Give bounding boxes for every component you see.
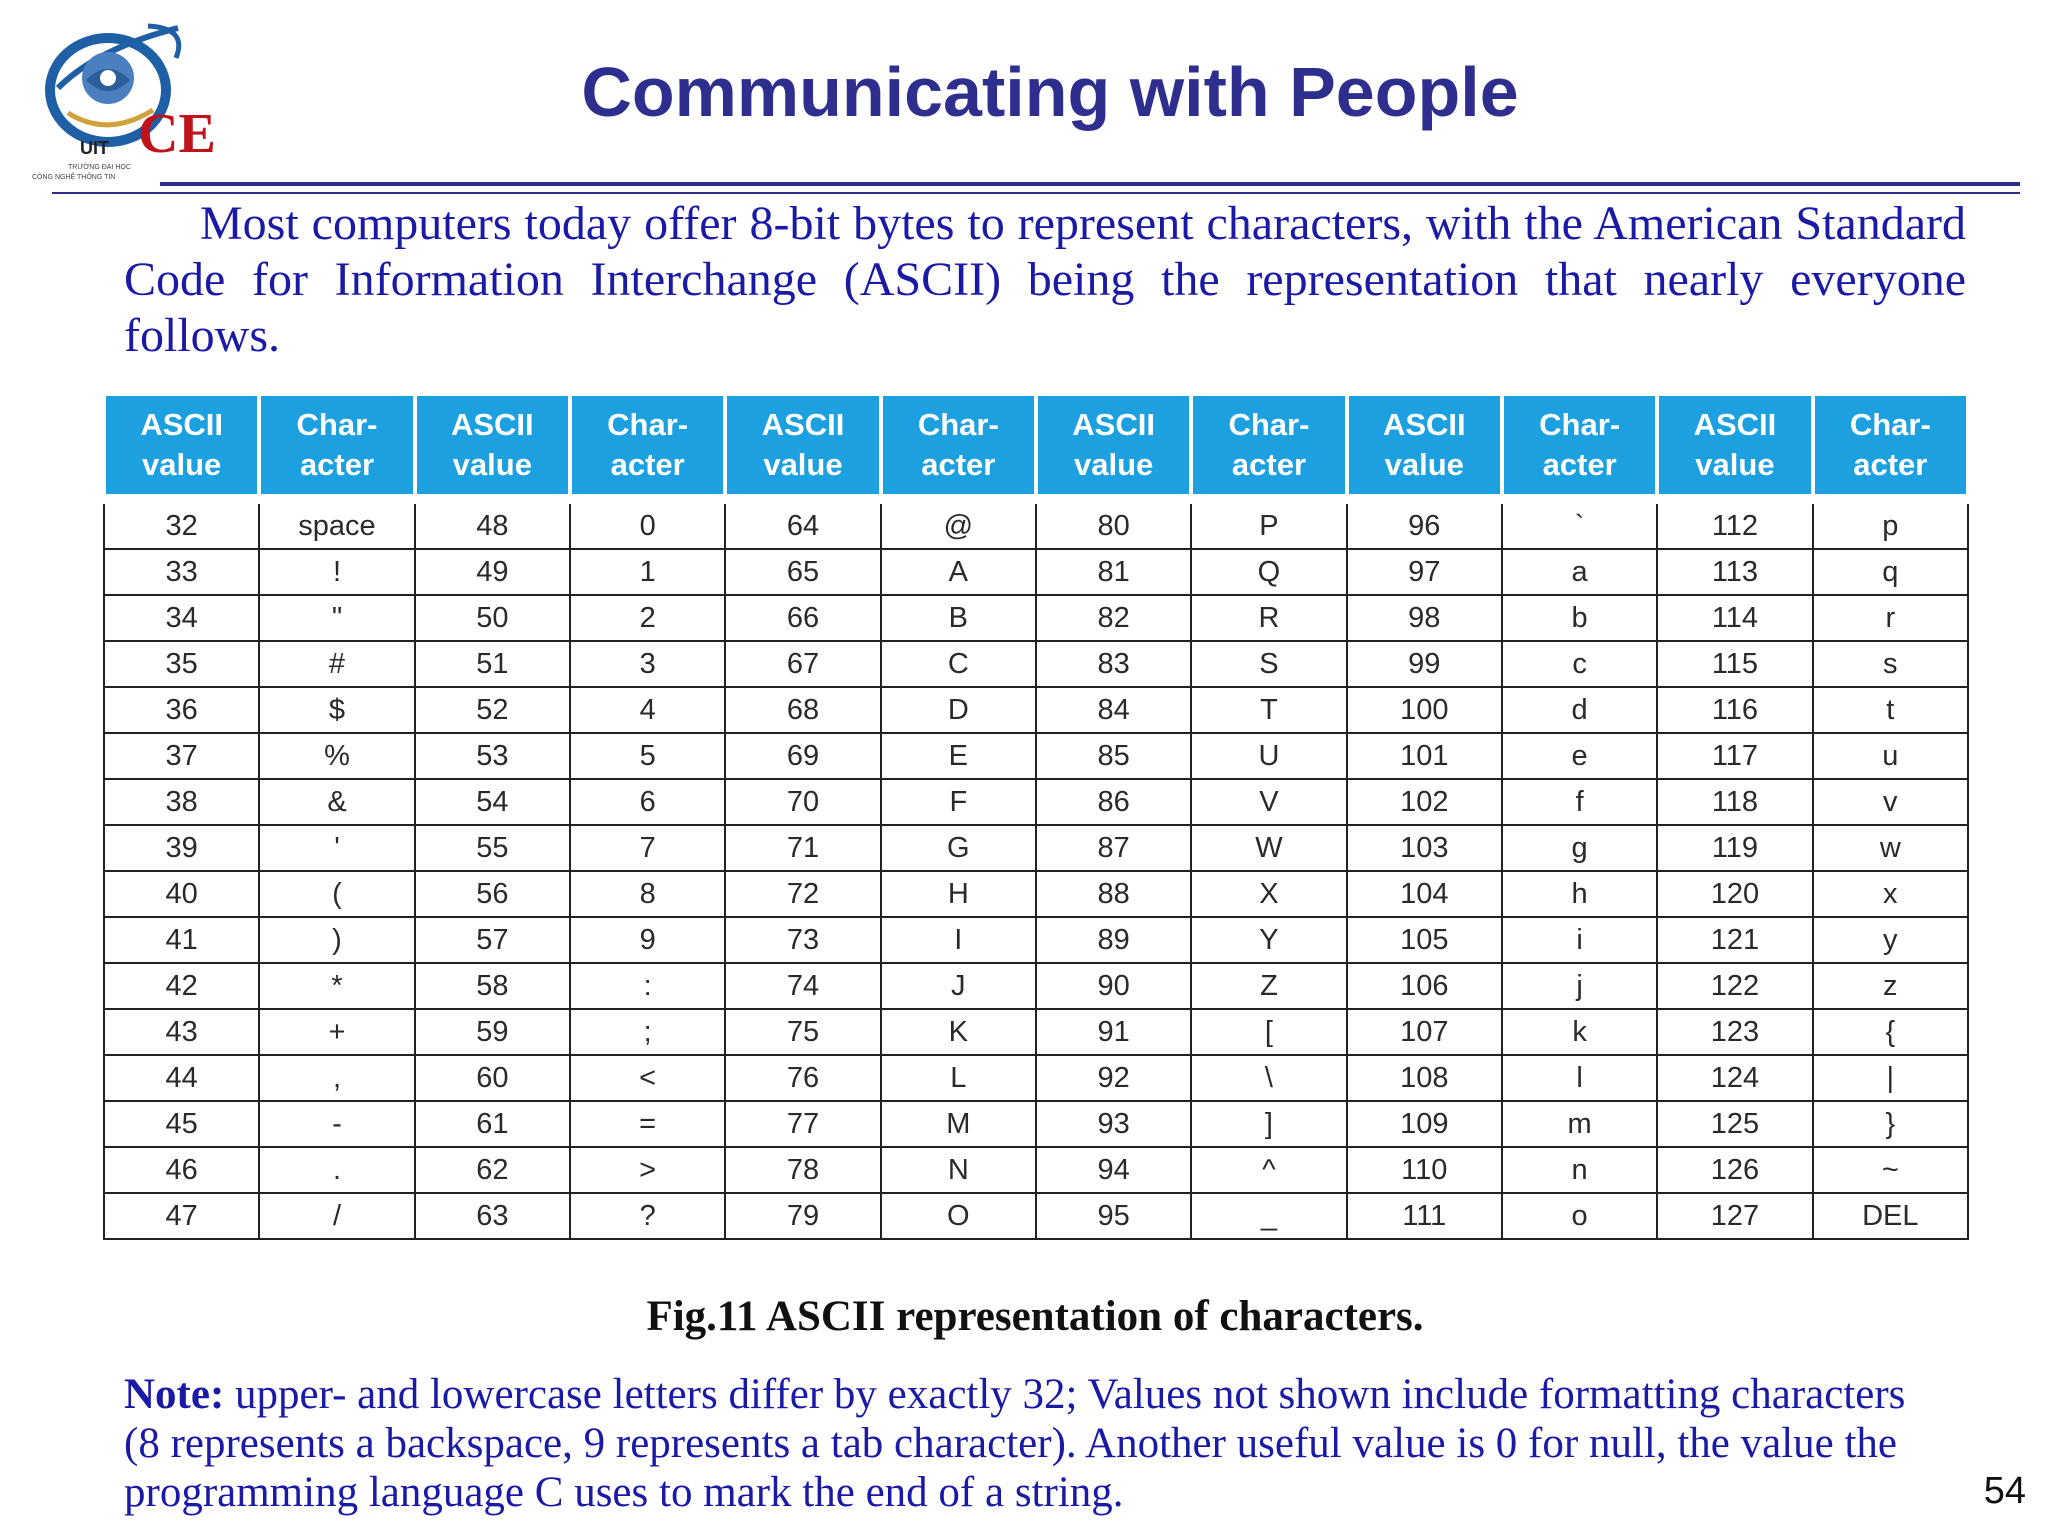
table-row <box>104 1193 1968 1239</box>
character-cell: 6 <box>570 779 725 825</box>
character-cell: a <box>1502 549 1657 595</box>
character-cell: m <box>1502 1101 1657 1147</box>
table-header-line: Char- <box>1849 407 1931 442</box>
ascii-table <box>102 396 1970 1240</box>
ascii-value-cell: 123 <box>1657 1009 1812 1055</box>
table-row <box>104 825 1968 871</box>
character-cell: R <box>1191 595 1346 641</box>
character-cell: 7 <box>570 825 725 871</box>
ascii-value-cell: 127 <box>1657 1193 1812 1239</box>
table-header-line: value <box>1384 447 1464 482</box>
character-cell: n <box>1502 1147 1657 1193</box>
ascii-value-cell: 42 <box>104 963 259 1009</box>
title-divider-thick <box>160 182 2020 186</box>
character-cell: M <box>881 1101 1036 1147</box>
note-text: upper- and lowercase letters differ by exactly 32; Values not shown include formatting characters (8 represents a backspace, 9 represents a tab character). Another useful value is 0 for null, the value the programming language C uses to mark the end of a string. <box>124 1371 1906 1516</box>
table-row <box>104 1055 1968 1101</box>
table-header-line: value <box>763 447 843 482</box>
ascii-value-cell: 79 <box>725 1193 880 1239</box>
table-header-line: Char- <box>917 407 999 442</box>
character-cell: K <box>881 1009 1036 1055</box>
table-header-line: value <box>452 447 532 482</box>
character-cell: g <box>1502 825 1657 871</box>
ascii-value-cell: 109 <box>1347 1101 1502 1147</box>
character-cell: q <box>1813 549 1968 595</box>
character-cell: y <box>1813 917 1968 963</box>
slide-title: Communicating with People <box>581 53 1519 131</box>
character-cell: J <box>881 963 1036 1009</box>
table-header-cell <box>570 396 725 499</box>
ascii-value-cell: 81 <box>1036 549 1191 595</box>
character-cell: T <box>1191 687 1346 733</box>
ascii-value-cell: 84 <box>1036 687 1191 733</box>
character-cell: / <box>259 1193 414 1239</box>
ascii-value-cell: 71 <box>725 825 880 871</box>
table-row <box>104 917 1968 963</box>
table-row <box>104 1147 1968 1193</box>
ascii-value-cell: 99 <box>1347 641 1502 687</box>
character-cell: A <box>881 549 1036 595</box>
ascii-value-cell: 54 <box>415 779 570 825</box>
character-cell: B <box>881 595 1036 641</box>
ascii-value-cell: 62 <box>415 1147 570 1193</box>
character-cell: ] <box>1191 1101 1346 1147</box>
ascii-table-body <box>104 499 1968 1239</box>
character-cell: h <box>1502 871 1657 917</box>
ascii-value-cell: 110 <box>1347 1147 1502 1193</box>
ascii-value-cell: 56 <box>415 871 570 917</box>
character-cell: t <box>1813 687 1968 733</box>
ascii-value-cell: 68 <box>725 687 880 733</box>
ascii-value-cell: 58 <box>415 963 570 1009</box>
character-cell: @ <box>881 499 1036 549</box>
ascii-value-cell: 41 <box>104 917 259 963</box>
ascii-value-cell: 117 <box>1657 733 1812 779</box>
ascii-value-cell: 116 <box>1657 687 1812 733</box>
ascii-value-cell: 73 <box>725 917 880 963</box>
character-cell: : <box>570 963 725 1009</box>
character-cell: W <box>1191 825 1346 871</box>
ascii-value-cell: 124 <box>1657 1055 1812 1101</box>
ascii-value-cell: 60 <box>415 1055 570 1101</box>
ascii-value-cell: 96 <box>1347 499 1502 549</box>
ascii-value-cell: 61 <box>415 1101 570 1147</box>
character-cell: d <box>1502 687 1657 733</box>
ascii-value-cell: 76 <box>725 1055 880 1101</box>
title-divider-thin <box>52 192 2020 194</box>
character-cell: 9 <box>570 917 725 963</box>
ascii-value-cell: 50 <box>415 595 570 641</box>
table-row <box>104 871 1968 917</box>
ascii-value-cell: 113 <box>1657 549 1812 595</box>
ascii-value-cell: 51 <box>415 641 570 687</box>
logo-uit-text: UIT <box>80 138 109 158</box>
character-cell: > <box>570 1147 725 1193</box>
character-cell: X <box>1191 871 1346 917</box>
ascii-value-cell: 97 <box>1347 549 1502 595</box>
ascii-value-cell: 33 <box>104 549 259 595</box>
ascii-value-cell: 125 <box>1657 1101 1812 1147</box>
ascii-value-cell: 88 <box>1036 871 1191 917</box>
table-header-cell <box>259 396 414 499</box>
table-header-cell <box>1813 396 1968 499</box>
ascii-value-cell: 80 <box>1036 499 1191 549</box>
character-cell: space <box>259 499 414 549</box>
character-cell: , <box>259 1055 414 1101</box>
character-cell: N <box>881 1147 1036 1193</box>
character-cell: ^ <box>1191 1147 1346 1193</box>
table-header-line: Char- <box>1228 407 1310 442</box>
ascii-value-cell: 46 <box>104 1147 259 1193</box>
character-cell: # <box>259 641 414 687</box>
table-header-line: Char- <box>607 407 689 442</box>
character-cell: j <box>1502 963 1657 1009</box>
note-label: Note: <box>124 1371 225 1418</box>
ascii-value-cell: 98 <box>1347 595 1502 641</box>
character-cell: o <box>1502 1193 1657 1239</box>
ascii-value-cell: 119 <box>1657 825 1812 871</box>
table-header-line: value <box>1073 447 1154 482</box>
character-cell: 8 <box>570 871 725 917</box>
ascii-value-cell: 91 <box>1036 1009 1191 1055</box>
character-cell: x <box>1813 871 1968 917</box>
character-cell: ! <box>259 549 414 595</box>
table-header-cell <box>104 396 259 499</box>
ascii-value-cell: 36 <box>104 687 259 733</box>
character-cell: l <box>1502 1055 1657 1101</box>
ascii-value-cell: 100 <box>1347 687 1502 733</box>
ascii-value-cell: 67 <box>725 641 880 687</box>
character-cell: & <box>259 779 414 825</box>
character-cell: O <box>881 1193 1036 1239</box>
logo-subtitle-line2: CÔNG NGHỆ THÔNG TIN <box>32 174 116 181</box>
character-cell: e <box>1502 733 1657 779</box>
character-cell: E <box>881 733 1036 779</box>
ascii-value-cell: 120 <box>1657 871 1812 917</box>
character-cell: 1 <box>570 549 725 595</box>
character-cell: V <box>1191 779 1346 825</box>
character-cell: % <box>259 733 414 779</box>
ascii-value-cell: 101 <box>1347 733 1502 779</box>
character-cell: G <box>881 825 1036 871</box>
ascii-value-cell: 49 <box>415 549 570 595</box>
table-header-line: acter <box>610 447 685 482</box>
ascii-value-cell: 115 <box>1657 641 1812 687</box>
table-header-cell <box>415 396 570 499</box>
character-cell: P <box>1191 499 1346 549</box>
intro-paragraph: Most computers today offer 8-bit bytes to represent characters, with the American Standard Code for Information Interchange (ASCII) being the representation that nearly everyone follows. <box>124 197 1966 362</box>
ascii-value-cell: 45 <box>104 1101 259 1147</box>
character-cell: + <box>259 1009 414 1055</box>
character-cell: ( <box>259 871 414 917</box>
character-cell: Q <box>1191 549 1346 595</box>
ascii-value-cell: 63 <box>415 1193 570 1239</box>
ascii-value-cell: 112 <box>1657 499 1812 549</box>
logo-subtitle-line1: TRƯỜNG ĐẠI HỌC <box>68 164 131 171</box>
ascii-value-cell: 90 <box>1036 963 1191 1009</box>
character-cell: p <box>1813 499 1968 549</box>
character-cell: } <box>1813 1101 1968 1147</box>
table-header-cell <box>1036 396 1191 499</box>
ascii-value-cell: 52 <box>415 687 570 733</box>
table-header-cell <box>1502 396 1657 499</box>
table-row <box>104 499 1968 549</box>
character-cell: Y <box>1191 917 1346 963</box>
table-header-line: Char- <box>1539 407 1621 442</box>
table-row <box>104 549 1968 595</box>
logo-ce-text: CE <box>138 103 216 165</box>
ascii-value-cell: 35 <box>104 641 259 687</box>
character-cell: L <box>881 1055 1036 1101</box>
character-cell: = <box>570 1101 725 1147</box>
ascii-value-cell: 105 <box>1347 917 1502 963</box>
table-header-line: ASCII <box>140 407 223 442</box>
table-row <box>104 687 1968 733</box>
ascii-value-cell: 94 <box>1036 1147 1191 1193</box>
character-cell: 3 <box>570 641 725 687</box>
table-row <box>104 733 1968 779</box>
character-cell: $ <box>259 687 414 733</box>
ascii-value-cell: 70 <box>725 779 880 825</box>
character-cell: ~ <box>1813 1147 1968 1193</box>
character-cell: ` <box>1502 499 1657 549</box>
ascii-value-cell: 64 <box>725 499 880 549</box>
character-cell: D <box>881 687 1036 733</box>
character-cell: b <box>1502 595 1657 641</box>
character-cell: w <box>1813 825 1968 871</box>
character-cell: \ <box>1191 1055 1346 1101</box>
table-header-cell <box>1347 396 1502 499</box>
ascii-value-cell: 39 <box>104 825 259 871</box>
table-header-cell <box>1657 396 1812 499</box>
character-cell: * <box>259 963 414 1009</box>
ascii-value-cell: 82 <box>1036 595 1191 641</box>
ascii-value-cell: 43 <box>104 1009 259 1055</box>
ascii-value-cell: 92 <box>1036 1055 1191 1101</box>
ascii-value-cell: 59 <box>415 1009 570 1055</box>
character-cell: 4 <box>570 687 725 733</box>
character-cell: DEL <box>1813 1193 1968 1239</box>
table-row <box>104 641 1968 687</box>
ascii-value-cell: 44 <box>104 1055 259 1101</box>
ascii-value-cell: 74 <box>725 963 880 1009</box>
figure-caption: Fig.11 ASCII representation of characters. <box>646 1293 1424 1340</box>
ascii-value-cell: 104 <box>1347 871 1502 917</box>
character-cell: U <box>1191 733 1346 779</box>
ascii-value-cell: 86 <box>1036 779 1191 825</box>
character-cell: ' <box>259 825 414 871</box>
table-header-cell <box>881 396 1036 499</box>
note-paragraph <box>124 1370 1924 1517</box>
ascii-value-cell: 72 <box>725 871 880 917</box>
table-header-line: acter <box>1853 447 1928 482</box>
ascii-value-cell: 122 <box>1657 963 1812 1009</box>
character-cell: 0 <box>570 499 725 549</box>
ascii-table-header-row <box>104 396 1968 499</box>
ascii-value-cell: 47 <box>104 1193 259 1239</box>
character-cell: F <box>881 779 1036 825</box>
table-header-line: value <box>1695 447 1775 482</box>
character-cell: [ <box>1191 1009 1346 1055</box>
character-cell: H <box>881 871 1036 917</box>
ascii-value-cell: 55 <box>415 825 570 871</box>
ascii-value-cell: 34 <box>104 595 259 641</box>
table-row <box>104 1101 1968 1147</box>
character-cell: Z <box>1191 963 1346 1009</box>
page-number: 54 <box>1983 1470 2026 1512</box>
ascii-value-cell: 87 <box>1036 825 1191 871</box>
ascii-value-cell: 85 <box>1036 733 1191 779</box>
ascii-value-cell: 78 <box>725 1147 880 1193</box>
character-cell: s <box>1813 641 1968 687</box>
table-header-line: ASCII <box>450 407 534 442</box>
ascii-value-cell: 114 <box>1657 595 1812 641</box>
character-cell: - <box>259 1101 414 1147</box>
table-header-line: ASCII <box>1693 407 1777 442</box>
character-cell: I <box>881 917 1036 963</box>
ascii-value-cell: 108 <box>1347 1055 1502 1101</box>
character-cell: " <box>259 595 414 641</box>
ascii-value-cell: 103 <box>1347 825 1502 871</box>
ascii-value-cell: 48 <box>415 499 570 549</box>
character-cell: u <box>1813 733 1968 779</box>
table-header-line: ASCII <box>1382 407 1466 442</box>
table-header-cell <box>1191 396 1346 499</box>
ascii-value-cell: 38 <box>104 779 259 825</box>
table-header-line: ASCII <box>761 407 845 442</box>
ascii-value-cell: 107 <box>1347 1009 1502 1055</box>
character-cell: ; <box>570 1009 725 1055</box>
ascii-value-cell: 89 <box>1036 917 1191 963</box>
character-cell: f <box>1502 779 1657 825</box>
character-cell: r <box>1813 595 1968 641</box>
character-cell: v <box>1813 779 1968 825</box>
table-header-line: acter <box>1231 447 1307 482</box>
ascii-value-cell: 121 <box>1657 917 1812 963</box>
ascii-value-cell: 69 <box>725 733 880 779</box>
ascii-value-cell: 111 <box>1347 1193 1502 1239</box>
table-header-line: value <box>142 447 222 482</box>
character-cell: 2 <box>570 595 725 641</box>
table-header-line: acter <box>1542 447 1617 482</box>
table-row <box>104 1009 1968 1055</box>
table-header-cell <box>725 396 880 499</box>
character-cell: c <box>1502 641 1657 687</box>
table-row <box>104 779 1968 825</box>
ascii-value-cell: 106 <box>1347 963 1502 1009</box>
ascii-value-cell: 37 <box>104 733 259 779</box>
character-cell: z <box>1813 963 1968 1009</box>
table-header-line: Char- <box>296 407 378 442</box>
character-cell: i <box>1502 917 1657 963</box>
character-cell: C <box>881 641 1036 687</box>
ascii-value-cell: 95 <box>1036 1193 1191 1239</box>
character-cell: | <box>1813 1055 1968 1101</box>
ascii-value-cell: 57 <box>415 917 570 963</box>
character-cell: ) <box>259 917 414 963</box>
ascii-value-cell: 93 <box>1036 1101 1191 1147</box>
table-row <box>104 963 1968 1009</box>
ascii-value-cell: 83 <box>1036 641 1191 687</box>
character-cell: 5 <box>570 733 725 779</box>
character-cell: S <box>1191 641 1346 687</box>
character-cell: { <box>1813 1009 1968 1055</box>
ascii-value-cell: 118 <box>1657 779 1812 825</box>
table-header-line: acter <box>921 447 996 482</box>
ascii-value-cell: 126 <box>1657 1147 1812 1193</box>
ascii-value-cell: 66 <box>725 595 880 641</box>
character-cell: < <box>570 1055 725 1101</box>
character-cell: ? <box>570 1193 725 1239</box>
table-header-line: acter <box>299 447 375 482</box>
character-cell: k <box>1502 1009 1657 1055</box>
ascii-value-cell: 40 <box>104 871 259 917</box>
ascii-value-cell: 32 <box>104 499 259 549</box>
ascii-value-cell: 53 <box>415 733 570 779</box>
table-row <box>104 595 1968 641</box>
ascii-value-cell: 77 <box>725 1101 880 1147</box>
character-cell: . <box>259 1147 414 1193</box>
table-header-line: ASCII <box>1072 407 1155 442</box>
ascii-value-cell: 102 <box>1347 779 1502 825</box>
ascii-value-cell: 65 <box>725 549 880 595</box>
character-cell: _ <box>1191 1193 1346 1239</box>
ascii-value-cell: 75 <box>725 1009 880 1055</box>
